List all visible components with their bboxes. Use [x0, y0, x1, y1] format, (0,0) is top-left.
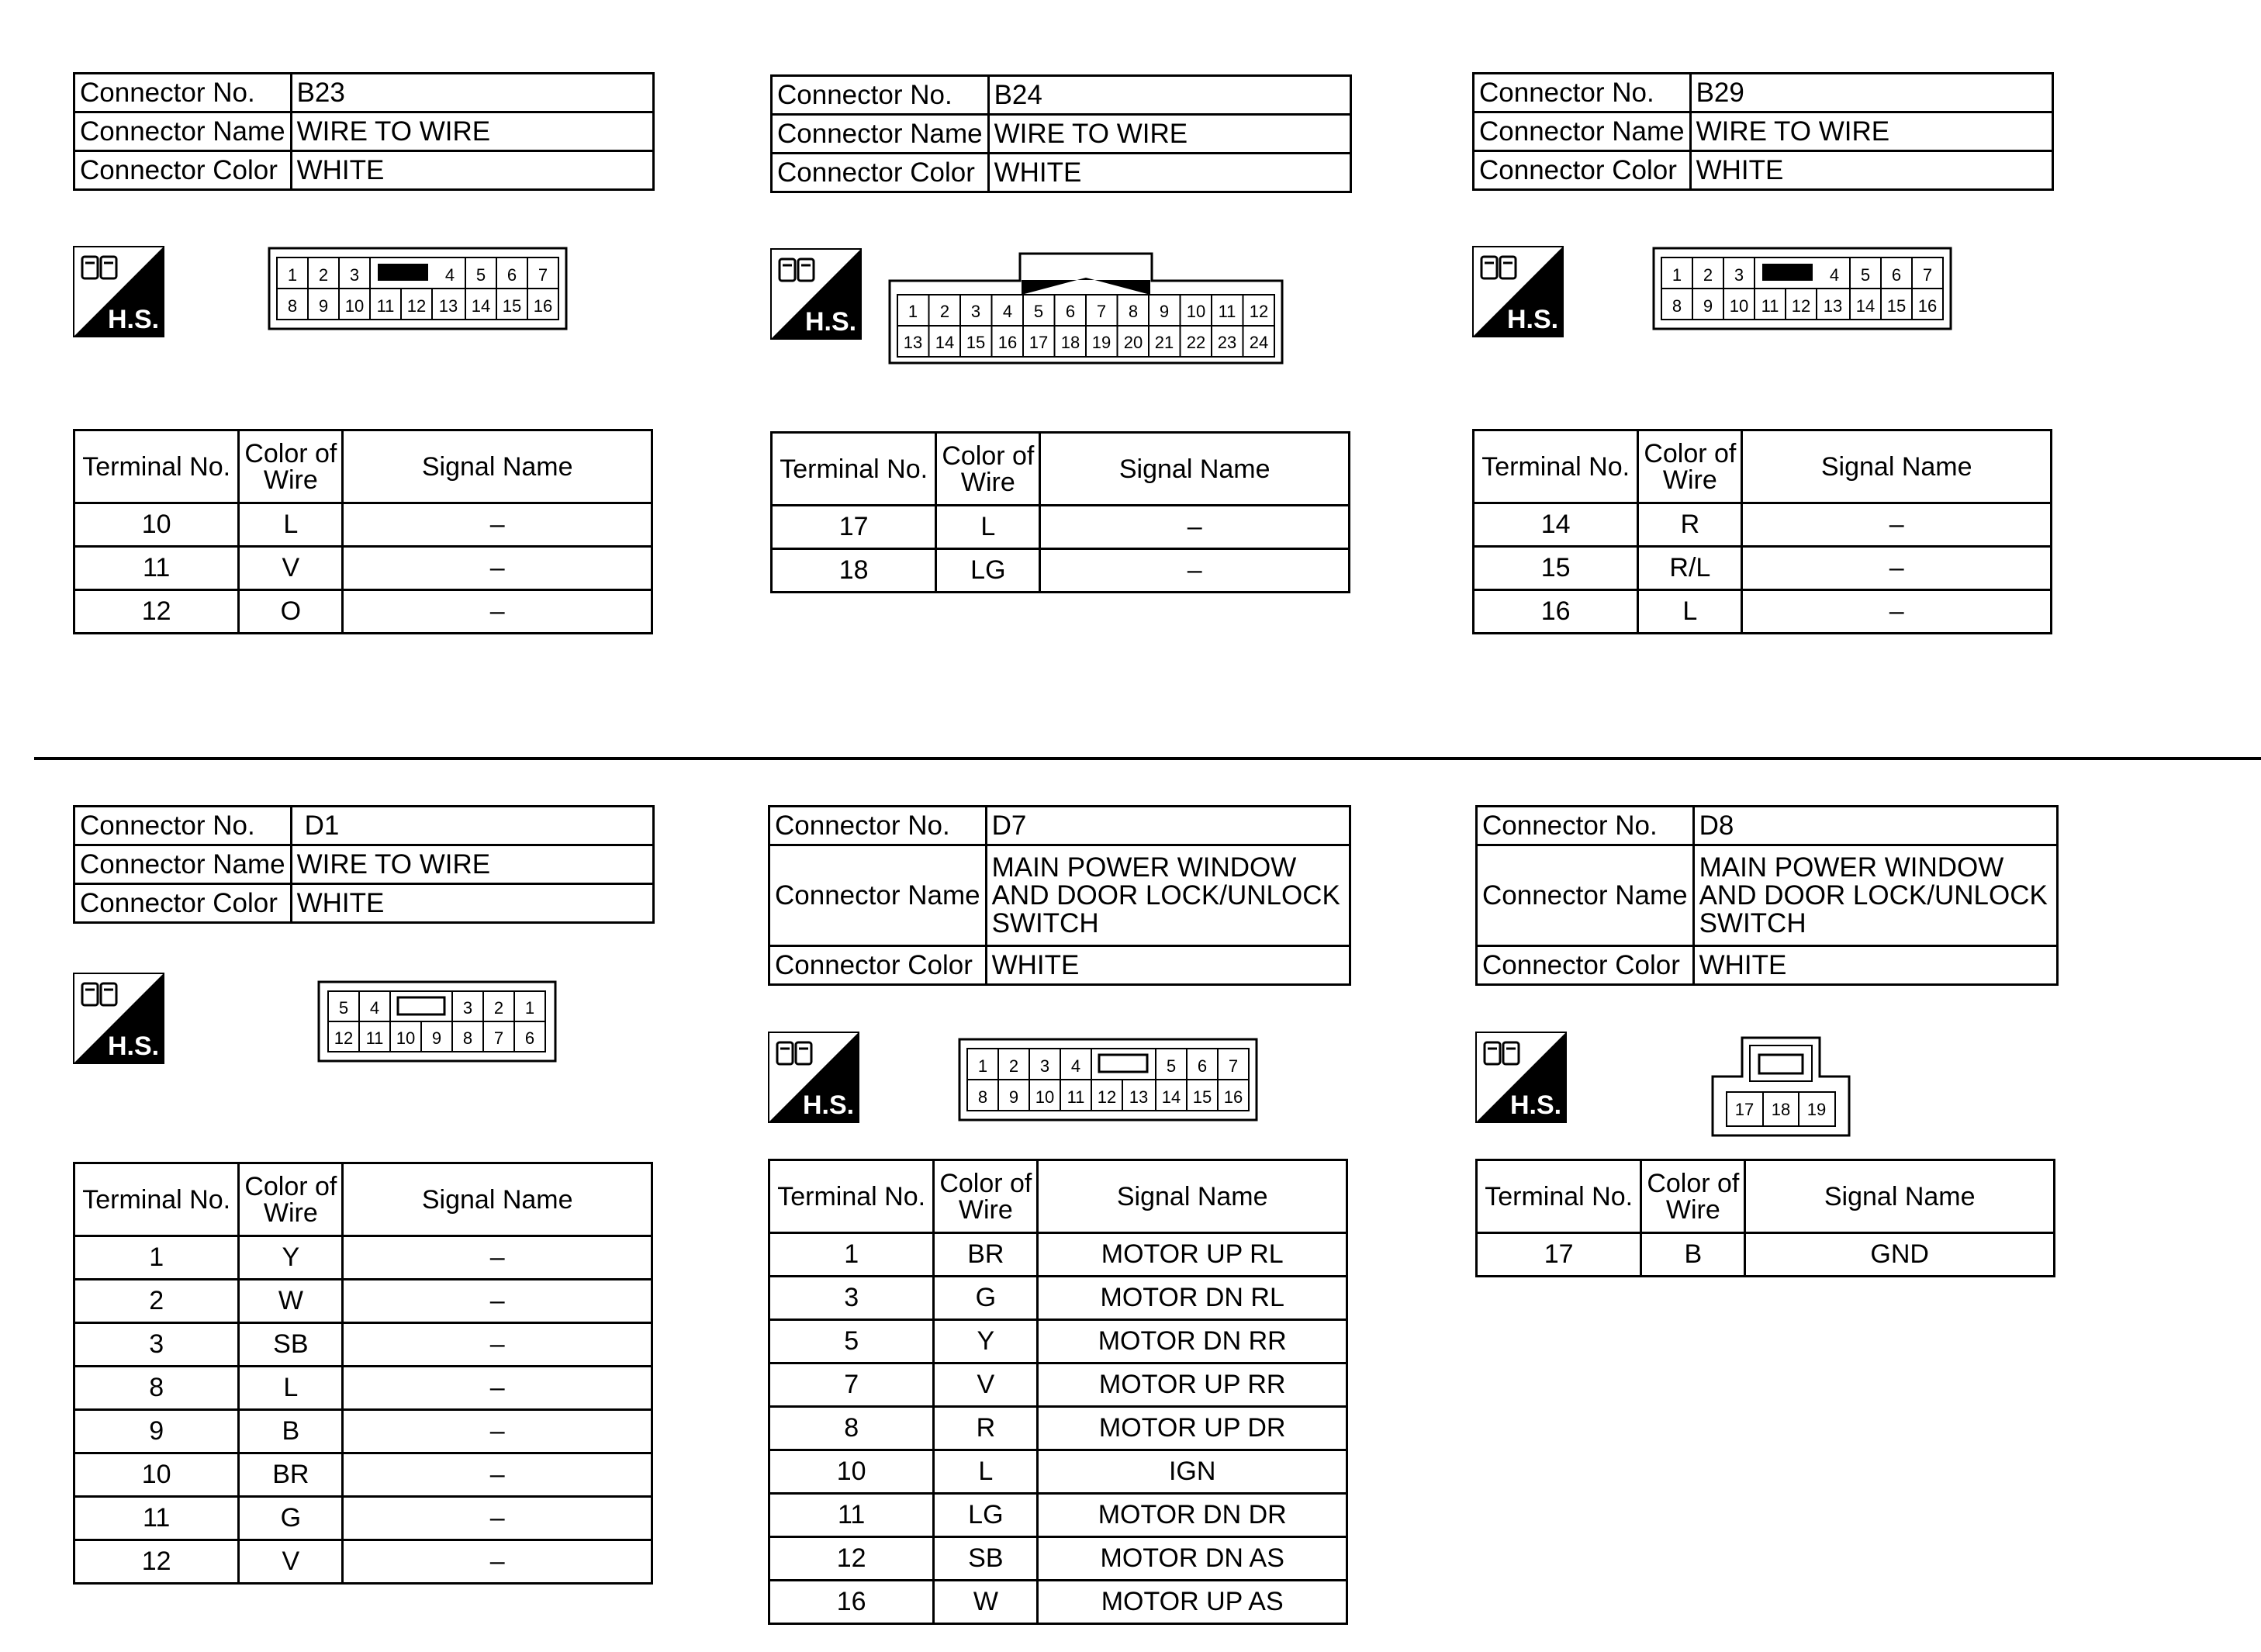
svg-text:1: 1	[524, 998, 535, 1018]
svg-text:20: 20	[1123, 333, 1143, 352]
table-row: 1 BR MOTOR UP RL	[769, 1233, 1347, 1277]
label-connector-name: Connector Name	[74, 845, 292, 884]
svg-text:5: 5	[475, 265, 486, 285]
svg-text:13: 13	[438, 296, 458, 316]
svg-text:4: 4	[369, 998, 380, 1018]
label-connector-no: Connector No.	[74, 807, 292, 845]
svg-text:9: 9	[431, 1028, 442, 1048]
header-color-of-wire: Color of Wire	[934, 1160, 1038, 1233]
svg-text:11: 11	[1761, 296, 1779, 316]
header-color-of-wire: Color of Wire	[239, 1163, 343, 1236]
label-connector-no: Connector No.	[74, 74, 292, 112]
harness-side-icon	[1475, 1032, 1567, 1123]
connector-name-value: MAIN POWER WINDOW AND DOOR LOCK/UNLOCK SWITCH	[1693, 845, 2057, 946]
header-signal-name: Signal Name	[343, 430, 652, 503]
svg-text:3: 3	[1734, 265, 1744, 285]
connector-b23-pinout	[268, 247, 568, 330]
svg-text:4: 4	[444, 265, 455, 285]
table-row: 10 L IGN	[769, 1450, 1347, 1494]
table-row: 16 W MOTOR UP AS	[769, 1581, 1347, 1624]
table-row: 3 G MOTOR DN RL	[769, 1277, 1347, 1320]
header-signal-name: Signal Name	[1745, 1160, 2055, 1233]
svg-text:3: 3	[1039, 1056, 1050, 1076]
label-connector-color: Connector Color	[74, 151, 292, 190]
table-row: 8 R MOTOR UP DR	[769, 1407, 1347, 1450]
svg-text:6: 6	[1197, 1056, 1208, 1076]
svg-text:5: 5	[1166, 1056, 1177, 1076]
connector-d1-info	[73, 805, 655, 924]
connector-color-value: WHITE	[1693, 946, 2057, 985]
label-connector-color: Connector Color	[74, 884, 292, 923]
section-divider	[34, 757, 2261, 760]
svg-text:4: 4	[1829, 265, 1840, 285]
connector-b23-info	[73, 72, 655, 191]
header-color-of-wire: Color of Wire	[1641, 1160, 1745, 1233]
svg-text:15: 15	[1886, 296, 1907, 316]
svg-text:7: 7	[538, 265, 548, 285]
connector-d7-info	[768, 805, 1351, 986]
svg-text:3: 3	[462, 998, 473, 1018]
svg-text:10: 10	[1729, 296, 1749, 316]
svg-text:5: 5	[1860, 265, 1871, 285]
header-color-of-wire: Color of Wire	[1638, 430, 1742, 503]
svg-text:18: 18	[1060, 333, 1080, 352]
connector-b24-info	[770, 74, 1352, 193]
svg-text:9: 9	[1159, 302, 1170, 321]
table-row: 11 LG MOTOR DN DR	[769, 1494, 1347, 1537]
connector-name-value: WIRE TO WIRE	[1690, 112, 2052, 151]
table-row: 10 BR –	[74, 1453, 652, 1497]
svg-text:5: 5	[1033, 302, 1044, 321]
svg-text:2: 2	[493, 998, 504, 1018]
svg-text:11: 11	[1218, 302, 1236, 321]
svg-text:H.S.: H.S.	[802, 1090, 855, 1120]
svg-text:11: 11	[376, 296, 395, 316]
svg-text:16: 16	[1223, 1087, 1243, 1107]
table-row: 11 V –	[74, 547, 652, 590]
label-connector-name: Connector Name	[1477, 845, 1694, 946]
connector-d7-pinout	[958, 1038, 1258, 1121]
svg-text:14: 14	[471, 296, 491, 316]
harness-side-icon	[73, 246, 164, 337]
table-row: 14 R –	[1474, 503, 2052, 547]
connector-no-value: D8	[1693, 807, 2057, 845]
svg-text:12: 12	[1791, 296, 1811, 316]
svg-text:H.S.: H.S.	[1509, 1090, 1562, 1120]
header-signal-name: Signal Name	[1038, 1160, 1347, 1233]
header-terminal-no: Terminal No.	[74, 430, 239, 503]
label-connector-color: Connector Color	[772, 154, 989, 192]
label-connector-name: Connector Name	[74, 112, 292, 151]
connector-b29-terminal-table	[1472, 429, 2052, 634]
header-signal-name: Signal Name	[1742, 430, 2052, 503]
connector-d1-terminal-table	[73, 1162, 653, 1585]
label-connector-color: Connector Color	[769, 946, 987, 985]
svg-text:2: 2	[1703, 265, 1713, 285]
svg-text:14: 14	[1161, 1087, 1181, 1107]
svg-text:9: 9	[1703, 296, 1713, 316]
header-terminal-no: Terminal No.	[74, 1163, 239, 1236]
svg-text:8: 8	[287, 296, 298, 316]
connector-d7-terminal-table	[768, 1159, 1348, 1625]
label-connector-no: Connector No.	[1477, 807, 1694, 845]
header-terminal-no: Terminal No.	[1477, 1160, 1641, 1233]
svg-text:9: 9	[1008, 1087, 1019, 1107]
svg-text:2: 2	[318, 265, 329, 285]
svg-text:5: 5	[338, 998, 349, 1018]
connector-name-value: WIRE TO WIRE	[291, 845, 653, 884]
svg-text:10: 10	[1186, 302, 1206, 321]
svg-text:H.S.: H.S.	[1506, 305, 1559, 334]
header-terminal-no: Terminal No.	[772, 433, 936, 506]
svg-text:H.S.: H.S.	[107, 305, 160, 334]
connector-color-value: WHITE	[1690, 151, 2052, 190]
svg-text:8: 8	[1672, 296, 1682, 316]
svg-text:7: 7	[1922, 265, 1933, 285]
svg-text:14: 14	[1855, 296, 1876, 316]
table-row: 8 L –	[74, 1367, 652, 1410]
svg-text:12: 12	[1097, 1087, 1117, 1107]
svg-text:14: 14	[935, 333, 955, 352]
svg-text:10: 10	[344, 296, 365, 316]
connector-d8-info	[1475, 805, 2059, 986]
svg-text:1: 1	[908, 302, 918, 321]
svg-text:17: 17	[1734, 1100, 1755, 1119]
connector-b23-terminal-table	[73, 429, 653, 634]
table-row: 5 Y MOTOR DN RR	[769, 1320, 1347, 1363]
connector-b24-terminal-table	[770, 431, 1350, 593]
connector-no-value: D7	[986, 807, 1350, 845]
table-row: 12 O –	[74, 590, 652, 634]
svg-text:22: 22	[1186, 333, 1206, 352]
svg-text:13: 13	[1823, 296, 1843, 316]
connector-b29-pinout	[1652, 247, 1952, 330]
table-row: 17 B GND	[1477, 1233, 2055, 1277]
table-row: 10 L –	[74, 503, 652, 547]
svg-text:15: 15	[502, 296, 522, 316]
table-row: 3 SB –	[74, 1323, 652, 1367]
table-row: 7 V MOTOR UP RR	[769, 1363, 1347, 1407]
svg-text:6: 6	[1891, 265, 1902, 285]
table-row: 11 G –	[74, 1497, 652, 1540]
harness-side-icon	[73, 973, 164, 1064]
svg-text:12: 12	[1249, 302, 1269, 321]
harness-side-icon	[768, 1032, 859, 1123]
connector-d8-pinout	[1711, 1036, 1851, 1137]
svg-text:13: 13	[1129, 1087, 1149, 1107]
table-row: 1 Y –	[74, 1236, 652, 1280]
connector-color-value: WHITE	[986, 946, 1350, 985]
label-connector-color: Connector Color	[1474, 151, 1691, 190]
connector-no-value: B24	[988, 76, 1350, 115]
table-row: 15 R/L –	[1474, 547, 2052, 590]
header-color-of-wire: Color of Wire	[936, 433, 1040, 506]
svg-text:8: 8	[977, 1087, 988, 1107]
svg-text:6: 6	[506, 265, 517, 285]
header-terminal-no: Terminal No.	[1474, 430, 1638, 503]
svg-text:16: 16	[1917, 296, 1938, 316]
connector-no-value: D1	[291, 807, 653, 845]
table-row: 12 SB MOTOR DN AS	[769, 1537, 1347, 1581]
svg-text:7: 7	[1096, 302, 1107, 321]
svg-text:19: 19	[1091, 333, 1111, 352]
svg-text:4: 4	[1002, 302, 1013, 321]
label-connector-color: Connector Color	[1477, 946, 1694, 985]
svg-text:12: 12	[406, 296, 427, 316]
svg-text:3: 3	[349, 265, 360, 285]
svg-text:16: 16	[533, 296, 553, 316]
connector-no-value: B29	[1690, 74, 2052, 112]
svg-text:15: 15	[966, 333, 986, 352]
connector-no-value: B23	[291, 74, 653, 112]
harness-side-icon	[770, 248, 862, 340]
svg-text:3: 3	[970, 302, 981, 321]
svg-text:1: 1	[977, 1056, 988, 1076]
svg-text:7: 7	[493, 1028, 504, 1048]
svg-text:18: 18	[1771, 1100, 1791, 1119]
label-connector-name: Connector Name	[772, 115, 989, 154]
label-connector-name: Connector Name	[1474, 112, 1691, 151]
connector-name-value: WIRE TO WIRE	[988, 115, 1350, 154]
svg-text:H.S.: H.S.	[804, 307, 857, 337]
connector-d8-terminal-table	[1475, 1159, 2055, 1277]
header-signal-name: Signal Name	[1040, 433, 1350, 506]
header-signal-name: Signal Name	[343, 1163, 652, 1236]
connector-d1-pinout	[317, 980, 557, 1063]
svg-text:2: 2	[1008, 1056, 1019, 1076]
svg-text:11: 11	[365, 1028, 384, 1048]
svg-text:1: 1	[287, 265, 298, 285]
svg-text:15: 15	[1192, 1087, 1212, 1107]
table-row: 18 LG –	[772, 549, 1350, 593]
table-row: 12 V –	[74, 1540, 652, 1584]
connector-color-value: WHITE	[291, 884, 653, 923]
svg-text:1: 1	[1672, 265, 1682, 285]
connector-color-value: WHITE	[291, 151, 653, 190]
svg-text:23: 23	[1217, 333, 1237, 352]
svg-text:17: 17	[1029, 333, 1049, 352]
svg-text:19: 19	[1806, 1100, 1827, 1119]
table-row: 2 W –	[74, 1280, 652, 1323]
svg-text:6: 6	[524, 1028, 535, 1048]
label-connector-no: Connector No.	[772, 76, 989, 115]
connector-name-value: MAIN POWER WINDOW AND DOOR LOCK/UNLOCK SWITCH	[986, 845, 1350, 946]
header-terminal-no: Terminal No.	[769, 1160, 934, 1233]
connector-name-value: WIRE TO WIRE	[291, 112, 653, 151]
svg-text:13: 13	[903, 333, 923, 352]
svg-text:8: 8	[1128, 302, 1139, 321]
table-row: 17 L –	[772, 506, 1350, 549]
harness-side-icon	[1472, 246, 1564, 337]
svg-text:21: 21	[1154, 333, 1174, 352]
table-row: 16 L –	[1474, 590, 2052, 634]
label-connector-no: Connector No.	[1474, 74, 1691, 112]
connector-b29-info	[1472, 72, 2054, 191]
svg-text:24: 24	[1249, 333, 1269, 352]
connector-b24-pinout	[888, 252, 1284, 365]
svg-text:9: 9	[318, 296, 329, 316]
svg-text:11: 11	[1067, 1087, 1085, 1107]
svg-text:16: 16	[997, 333, 1018, 352]
label-connector-no: Connector No.	[769, 807, 987, 845]
svg-text:8: 8	[462, 1028, 473, 1048]
svg-text:7: 7	[1228, 1056, 1239, 1076]
svg-text:4: 4	[1070, 1056, 1081, 1076]
svg-text:12: 12	[334, 1028, 354, 1048]
label-connector-name: Connector Name	[769, 845, 987, 946]
svg-text:6: 6	[1065, 302, 1076, 321]
header-color-of-wire: Color of Wire	[239, 430, 343, 503]
svg-text:H.S.: H.S.	[107, 1032, 160, 1061]
svg-text:10: 10	[1035, 1087, 1055, 1107]
table-row: 9 B –	[74, 1410, 652, 1453]
svg-text:2: 2	[939, 302, 950, 321]
connector-color-value: WHITE	[988, 154, 1350, 192]
svg-text:10: 10	[396, 1028, 416, 1048]
